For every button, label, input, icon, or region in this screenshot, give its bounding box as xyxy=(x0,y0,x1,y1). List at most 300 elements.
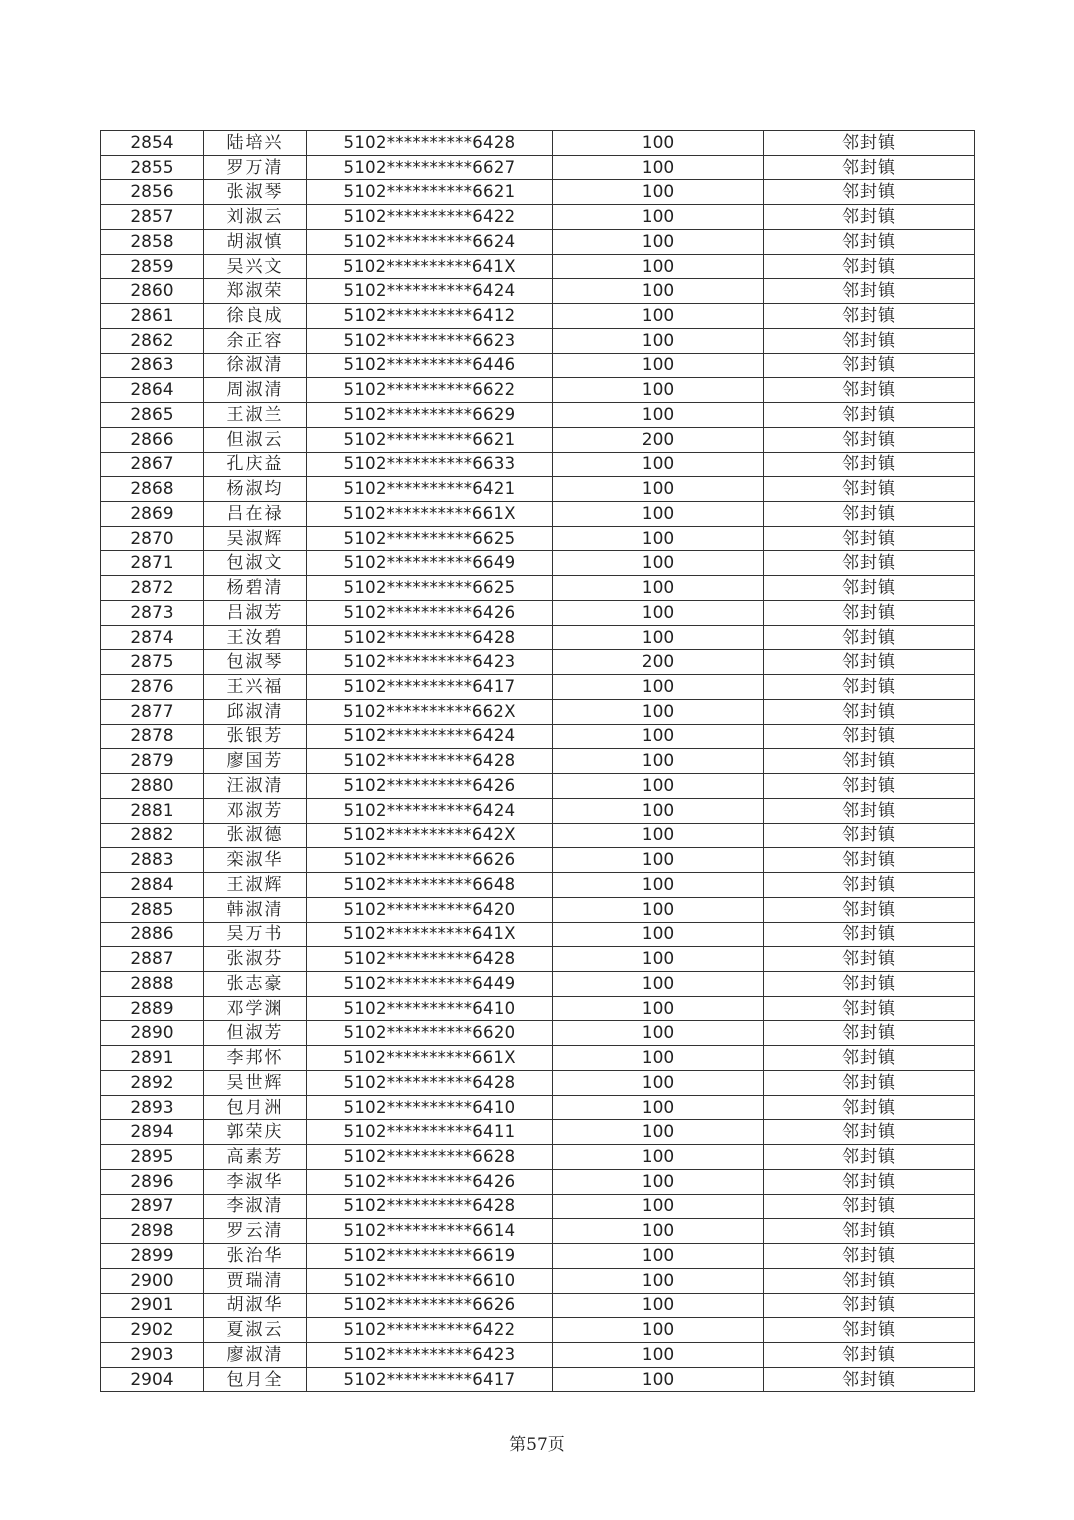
table-row xyxy=(101,1145,975,1170)
table-row xyxy=(101,724,975,749)
name-cell: 徐淑清 xyxy=(204,353,307,378)
serial-number-cell: 2880 xyxy=(101,774,204,799)
id-number-cell: 5102**********6421 xyxy=(307,477,553,502)
table-row xyxy=(101,477,975,502)
amount-cell: 100 xyxy=(553,1070,764,1095)
name-cell: 张志豪 xyxy=(204,971,307,996)
table-row xyxy=(101,996,975,1021)
id-number-cell: 5102**********6624 xyxy=(307,229,553,254)
serial-number-cell: 2878 xyxy=(101,724,204,749)
table-row xyxy=(101,254,975,279)
serial-number-cell: 2873 xyxy=(101,600,204,625)
serial-number-cell: 2858 xyxy=(101,229,204,254)
name-cell: 王淑辉 xyxy=(204,873,307,898)
amount-cell: 200 xyxy=(553,427,764,452)
name-cell: 包月全 xyxy=(204,1367,307,1392)
roster-table-body xyxy=(101,131,975,1392)
town-cell: 邻封镇 xyxy=(764,254,975,279)
name-cell: 包淑琴 xyxy=(204,650,307,675)
name-cell: 吴万书 xyxy=(204,922,307,947)
table-row xyxy=(101,699,975,724)
amount-cell: 100 xyxy=(553,749,764,774)
town-cell: 邻封镇 xyxy=(764,1219,975,1244)
town-cell: 邻封镇 xyxy=(764,1070,975,1095)
table-row xyxy=(101,922,975,947)
table-row xyxy=(101,1367,975,1392)
name-cell: 李邦怀 xyxy=(204,1046,307,1071)
name-cell: 吕淑芳 xyxy=(204,600,307,625)
table-row xyxy=(101,1268,975,1293)
town-cell: 邻封镇 xyxy=(764,353,975,378)
town-cell: 邻封镇 xyxy=(764,1318,975,1343)
id-number-cell: 5102**********6649 xyxy=(307,551,553,576)
town-cell: 邻封镇 xyxy=(764,823,975,848)
amount-cell: 100 xyxy=(553,279,764,304)
id-number-cell: 5102**********661X xyxy=(307,502,553,527)
id-number-cell: 5102**********6428 xyxy=(307,625,553,650)
table-row xyxy=(101,1095,975,1120)
amount-cell: 100 xyxy=(553,971,764,996)
town-cell: 邻封镇 xyxy=(764,427,975,452)
serial-number-cell: 2888 xyxy=(101,971,204,996)
table-row xyxy=(101,452,975,477)
name-cell: 王淑兰 xyxy=(204,403,307,428)
table-row xyxy=(101,774,975,799)
serial-number-cell: 2893 xyxy=(101,1095,204,1120)
town-cell: 邻封镇 xyxy=(764,526,975,551)
table-row xyxy=(101,1070,975,1095)
table-row xyxy=(101,131,975,156)
name-cell: 邓学渊 xyxy=(204,996,307,1021)
id-number-cell: 5102**********6426 xyxy=(307,774,553,799)
name-cell: 张淑芬 xyxy=(204,947,307,972)
name-cell: 邓淑芳 xyxy=(204,798,307,823)
id-number-cell: 5102**********6424 xyxy=(307,724,553,749)
table-row xyxy=(101,205,975,230)
id-number-cell: 5102**********6424 xyxy=(307,279,553,304)
amount-cell: 100 xyxy=(553,1244,764,1269)
serial-number-cell: 2898 xyxy=(101,1219,204,1244)
serial-number-cell: 2887 xyxy=(101,947,204,972)
name-cell: 张淑德 xyxy=(204,823,307,848)
name-cell: 吴世辉 xyxy=(204,1070,307,1095)
town-cell: 邻封镇 xyxy=(764,403,975,428)
id-number-cell: 5102**********6410 xyxy=(307,996,553,1021)
town-cell: 邻封镇 xyxy=(764,848,975,873)
id-number-cell: 5102**********6619 xyxy=(307,1244,553,1269)
amount-cell: 100 xyxy=(553,551,764,576)
table-row xyxy=(101,897,975,922)
amount-cell: 100 xyxy=(553,1095,764,1120)
name-cell: 徐良成 xyxy=(204,304,307,329)
amount-cell: 100 xyxy=(553,328,764,353)
amount-cell: 100 xyxy=(553,1021,764,1046)
town-cell: 邻封镇 xyxy=(764,1268,975,1293)
name-cell: 杨淑均 xyxy=(204,477,307,502)
table-row xyxy=(101,1293,975,1318)
table-row xyxy=(101,576,975,601)
town-cell: 邻封镇 xyxy=(764,1244,975,1269)
name-cell: 胡淑慎 xyxy=(204,229,307,254)
amount-cell: 100 xyxy=(553,1268,764,1293)
id-number-cell: 5102**********6625 xyxy=(307,576,553,601)
town-cell: 邻封镇 xyxy=(764,576,975,601)
id-number-cell: 5102**********6621 xyxy=(307,180,553,205)
name-cell: 郑淑荣 xyxy=(204,279,307,304)
amount-cell: 100 xyxy=(553,996,764,1021)
amount-cell: 100 xyxy=(553,229,764,254)
id-number-cell: 5102**********6620 xyxy=(307,1021,553,1046)
table-row xyxy=(101,1342,975,1367)
id-number-cell: 5102**********6412 xyxy=(307,304,553,329)
serial-number-cell: 2877 xyxy=(101,699,204,724)
name-cell: 周淑清 xyxy=(204,378,307,403)
table-row xyxy=(101,229,975,254)
table-row xyxy=(101,304,975,329)
amount-cell: 100 xyxy=(553,1367,764,1392)
serial-number-cell: 2904 xyxy=(101,1367,204,1392)
name-cell: 李淑清 xyxy=(204,1194,307,1219)
name-cell: 刘淑云 xyxy=(204,205,307,230)
table-row xyxy=(101,823,975,848)
amount-cell: 100 xyxy=(553,947,764,972)
town-cell: 邻封镇 xyxy=(764,452,975,477)
serial-number-cell: 2892 xyxy=(101,1070,204,1095)
serial-number-cell: 2872 xyxy=(101,576,204,601)
serial-number-cell: 2903 xyxy=(101,1342,204,1367)
table-row xyxy=(101,279,975,304)
amount-cell: 100 xyxy=(553,452,764,477)
table-row xyxy=(101,403,975,428)
serial-number-cell: 2854 xyxy=(101,131,204,156)
amount-cell: 100 xyxy=(553,823,764,848)
town-cell: 邻封镇 xyxy=(764,502,975,527)
town-cell: 邻封镇 xyxy=(764,947,975,972)
amount-cell: 200 xyxy=(553,650,764,675)
amount-cell: 100 xyxy=(553,205,764,230)
serial-number-cell: 2895 xyxy=(101,1145,204,1170)
id-number-cell: 5102**********642X xyxy=(307,823,553,848)
id-number-cell: 5102**********6424 xyxy=(307,798,553,823)
serial-number-cell: 2901 xyxy=(101,1293,204,1318)
serial-number-cell: 2882 xyxy=(101,823,204,848)
serial-number-cell: 2902 xyxy=(101,1318,204,1343)
town-cell: 邻封镇 xyxy=(764,971,975,996)
name-cell: 廖淑清 xyxy=(204,1342,307,1367)
name-cell: 但淑芳 xyxy=(204,1021,307,1046)
amount-cell: 100 xyxy=(553,798,764,823)
amount-cell: 100 xyxy=(553,675,764,700)
amount-cell: 100 xyxy=(553,378,764,403)
id-number-cell: 5102**********6428 xyxy=(307,947,553,972)
serial-number-cell: 2862 xyxy=(101,328,204,353)
town-cell: 邻封镇 xyxy=(764,1342,975,1367)
name-cell: 张银芳 xyxy=(204,724,307,749)
town-cell: 邻封镇 xyxy=(764,996,975,1021)
amount-cell: 100 xyxy=(553,848,764,873)
amount-cell: 100 xyxy=(553,1120,764,1145)
serial-number-cell: 2870 xyxy=(101,526,204,551)
table-row xyxy=(101,180,975,205)
table-row xyxy=(101,1021,975,1046)
town-cell: 邻封镇 xyxy=(764,1120,975,1145)
amount-cell: 100 xyxy=(553,1219,764,1244)
town-cell: 邻封镇 xyxy=(764,378,975,403)
table-row xyxy=(101,353,975,378)
serial-number-cell: 2857 xyxy=(101,205,204,230)
town-cell: 邻封镇 xyxy=(764,650,975,675)
serial-number-cell: 2897 xyxy=(101,1194,204,1219)
table-row xyxy=(101,1318,975,1343)
serial-number-cell: 2881 xyxy=(101,798,204,823)
town-cell: 邻封镇 xyxy=(764,131,975,156)
serial-number-cell: 2884 xyxy=(101,873,204,898)
id-number-cell: 5102**********6625 xyxy=(307,526,553,551)
table-row xyxy=(101,502,975,527)
amount-cell: 100 xyxy=(553,1318,764,1343)
amount-cell: 100 xyxy=(553,699,764,724)
town-cell: 邻封镇 xyxy=(764,897,975,922)
table-row xyxy=(101,551,975,576)
table-row xyxy=(101,1046,975,1071)
town-cell: 邻封镇 xyxy=(764,551,975,576)
town-cell: 邻封镇 xyxy=(764,749,975,774)
id-number-cell: 5102**********6423 xyxy=(307,1342,553,1367)
name-cell: 王兴福 xyxy=(204,675,307,700)
amount-cell: 100 xyxy=(553,353,764,378)
name-cell: 张治华 xyxy=(204,1244,307,1269)
id-number-cell: 5102**********6428 xyxy=(307,1070,553,1095)
name-cell: 张淑琴 xyxy=(204,180,307,205)
name-cell: 孔庆益 xyxy=(204,452,307,477)
amount-cell: 100 xyxy=(553,131,764,156)
id-number-cell: 5102**********6648 xyxy=(307,873,553,898)
amount-cell: 100 xyxy=(553,873,764,898)
table-row xyxy=(101,1169,975,1194)
table-row xyxy=(101,1120,975,1145)
name-cell: 包淑文 xyxy=(204,551,307,576)
id-number-cell: 5102**********6428 xyxy=(307,749,553,774)
serial-number-cell: 2883 xyxy=(101,848,204,873)
town-cell: 邻封镇 xyxy=(764,724,975,749)
table-row xyxy=(101,873,975,898)
id-number-cell: 5102**********661X xyxy=(307,1046,553,1071)
page-number: 第57页 xyxy=(509,1435,565,1455)
serial-number-cell: 2885 xyxy=(101,897,204,922)
id-number-cell: 5102**********6417 xyxy=(307,1367,553,1392)
amount-cell: 100 xyxy=(553,180,764,205)
table-row xyxy=(101,378,975,403)
serial-number-cell: 2869 xyxy=(101,502,204,527)
id-number-cell: 5102**********6629 xyxy=(307,403,553,428)
town-cell: 邻封镇 xyxy=(764,873,975,898)
id-number-cell: 5102**********6627 xyxy=(307,155,553,180)
serial-number-cell: 2864 xyxy=(101,378,204,403)
amount-cell: 100 xyxy=(553,1342,764,1367)
town-cell: 邻封镇 xyxy=(764,625,975,650)
id-number-cell: 5102**********6422 xyxy=(307,205,553,230)
id-number-cell: 5102**********6626 xyxy=(307,848,553,873)
name-cell: 胡淑华 xyxy=(204,1293,307,1318)
id-number-cell: 5102**********6621 xyxy=(307,427,553,452)
id-number-cell: 5102**********6614 xyxy=(307,1219,553,1244)
town-cell: 邻封镇 xyxy=(764,1169,975,1194)
town-cell: 邻封镇 xyxy=(764,600,975,625)
serial-number-cell: 2879 xyxy=(101,749,204,774)
town-cell: 邻封镇 xyxy=(764,1293,975,1318)
id-number-cell: 5102**********6623 xyxy=(307,328,553,353)
town-cell: 邻封镇 xyxy=(764,922,975,947)
table-row xyxy=(101,155,975,180)
name-cell: 但淑云 xyxy=(204,427,307,452)
table-row xyxy=(101,600,975,625)
id-number-cell: 5102**********6449 xyxy=(307,971,553,996)
name-cell: 韩淑清 xyxy=(204,897,307,922)
town-cell: 邻封镇 xyxy=(764,180,975,205)
serial-number-cell: 2874 xyxy=(101,625,204,650)
amount-cell: 100 xyxy=(553,304,764,329)
serial-number-cell: 2900 xyxy=(101,1268,204,1293)
name-cell: 包月洲 xyxy=(204,1095,307,1120)
name-cell: 吕在禄 xyxy=(204,502,307,527)
amount-cell: 100 xyxy=(553,1293,764,1318)
table-row xyxy=(101,427,975,452)
name-cell: 高素芳 xyxy=(204,1145,307,1170)
amount-cell: 100 xyxy=(553,526,764,551)
name-cell: 余正容 xyxy=(204,328,307,353)
name-cell: 王汝碧 xyxy=(204,625,307,650)
town-cell: 邻封镇 xyxy=(764,229,975,254)
table-row xyxy=(101,675,975,700)
id-number-cell: 5102**********6610 xyxy=(307,1268,553,1293)
amount-cell: 100 xyxy=(553,774,764,799)
table-row xyxy=(101,749,975,774)
table-row xyxy=(101,1219,975,1244)
town-cell: 邻封镇 xyxy=(764,155,975,180)
table-row xyxy=(101,971,975,996)
serial-number-cell: 2875 xyxy=(101,650,204,675)
name-cell: 邱淑清 xyxy=(204,699,307,724)
id-number-cell: 5102**********6426 xyxy=(307,1169,553,1194)
id-number-cell: 5102**********6420 xyxy=(307,897,553,922)
table-row xyxy=(101,1244,975,1269)
id-number-cell: 5102**********6423 xyxy=(307,650,553,675)
serial-number-cell: 2868 xyxy=(101,477,204,502)
amount-cell: 100 xyxy=(553,576,764,601)
amount-cell: 100 xyxy=(553,1194,764,1219)
id-number-cell: 5102**********6428 xyxy=(307,1194,553,1219)
id-number-cell: 5102**********641X xyxy=(307,254,553,279)
id-number-cell: 5102**********641X xyxy=(307,922,553,947)
town-cell: 邻封镇 xyxy=(764,1095,975,1120)
amount-cell: 100 xyxy=(553,922,764,947)
town-cell: 邻封镇 xyxy=(764,304,975,329)
id-number-cell: 5102**********6410 xyxy=(307,1095,553,1120)
name-cell: 吴淑辉 xyxy=(204,526,307,551)
name-cell: 郭荣庆 xyxy=(204,1120,307,1145)
amount-cell: 100 xyxy=(553,724,764,749)
serial-number-cell: 2891 xyxy=(101,1046,204,1071)
name-cell: 栾淑华 xyxy=(204,848,307,873)
serial-number-cell: 2861 xyxy=(101,304,204,329)
table-row xyxy=(101,848,975,873)
name-cell: 罗云清 xyxy=(204,1219,307,1244)
serial-number-cell: 2899 xyxy=(101,1244,204,1269)
serial-number-cell: 2859 xyxy=(101,254,204,279)
town-cell: 邻封镇 xyxy=(764,774,975,799)
table-row xyxy=(101,1194,975,1219)
amount-cell: 100 xyxy=(553,897,764,922)
roster-table xyxy=(100,130,975,1392)
serial-number-cell: 2867 xyxy=(101,452,204,477)
amount-cell: 100 xyxy=(553,1145,764,1170)
amount-cell: 100 xyxy=(553,1046,764,1071)
id-number-cell: 5102**********6446 xyxy=(307,353,553,378)
serial-number-cell: 2896 xyxy=(101,1169,204,1194)
name-cell: 汪淑清 xyxy=(204,774,307,799)
table-row xyxy=(101,328,975,353)
town-cell: 邻封镇 xyxy=(764,1145,975,1170)
table-row xyxy=(101,798,975,823)
id-number-cell: 5102**********6622 xyxy=(307,378,553,403)
name-cell: 罗万清 xyxy=(204,155,307,180)
serial-number-cell: 2876 xyxy=(101,675,204,700)
serial-number-cell: 2866 xyxy=(101,427,204,452)
serial-number-cell: 2865 xyxy=(101,403,204,428)
id-number-cell: 5102**********6633 xyxy=(307,452,553,477)
serial-number-cell: 2856 xyxy=(101,180,204,205)
town-cell: 邻封镇 xyxy=(764,328,975,353)
town-cell: 邻封镇 xyxy=(764,675,975,700)
amount-cell: 100 xyxy=(553,254,764,279)
id-number-cell: 5102**********6411 xyxy=(307,1120,553,1145)
serial-number-cell: 2855 xyxy=(101,155,204,180)
table-row xyxy=(101,947,975,972)
amount-cell: 100 xyxy=(553,600,764,625)
serial-number-cell: 2889 xyxy=(101,996,204,1021)
name-cell: 贾瑞清 xyxy=(204,1268,307,1293)
id-number-cell: 5102**********662X xyxy=(307,699,553,724)
town-cell: 邻封镇 xyxy=(764,798,975,823)
town-cell: 邻封镇 xyxy=(764,279,975,304)
serial-number-cell: 2890 xyxy=(101,1021,204,1046)
serial-number-cell: 2871 xyxy=(101,551,204,576)
serial-number-cell: 2894 xyxy=(101,1120,204,1145)
amount-cell: 100 xyxy=(553,502,764,527)
amount-cell: 100 xyxy=(553,403,764,428)
serial-number-cell: 2886 xyxy=(101,922,204,947)
town-cell: 邻封镇 xyxy=(764,1367,975,1392)
name-cell: 陆培兴 xyxy=(204,131,307,156)
name-cell: 廖国芳 xyxy=(204,749,307,774)
id-number-cell: 5102**********6426 xyxy=(307,600,553,625)
id-number-cell: 5102**********6422 xyxy=(307,1318,553,1343)
name-cell: 夏淑云 xyxy=(204,1318,307,1343)
serial-number-cell: 2860 xyxy=(101,279,204,304)
name-cell: 吴兴文 xyxy=(204,254,307,279)
town-cell: 邻封镇 xyxy=(764,1021,975,1046)
amount-cell: 100 xyxy=(553,625,764,650)
amount-cell: 100 xyxy=(553,1169,764,1194)
name-cell: 李淑华 xyxy=(204,1169,307,1194)
town-cell: 邻封镇 xyxy=(764,477,975,502)
town-cell: 邻封镇 xyxy=(764,699,975,724)
amount-cell: 100 xyxy=(553,477,764,502)
id-number-cell: 5102**********6428 xyxy=(307,131,553,156)
town-cell: 邻封镇 xyxy=(764,1194,975,1219)
table-row xyxy=(101,526,975,551)
serial-number-cell: 2863 xyxy=(101,353,204,378)
